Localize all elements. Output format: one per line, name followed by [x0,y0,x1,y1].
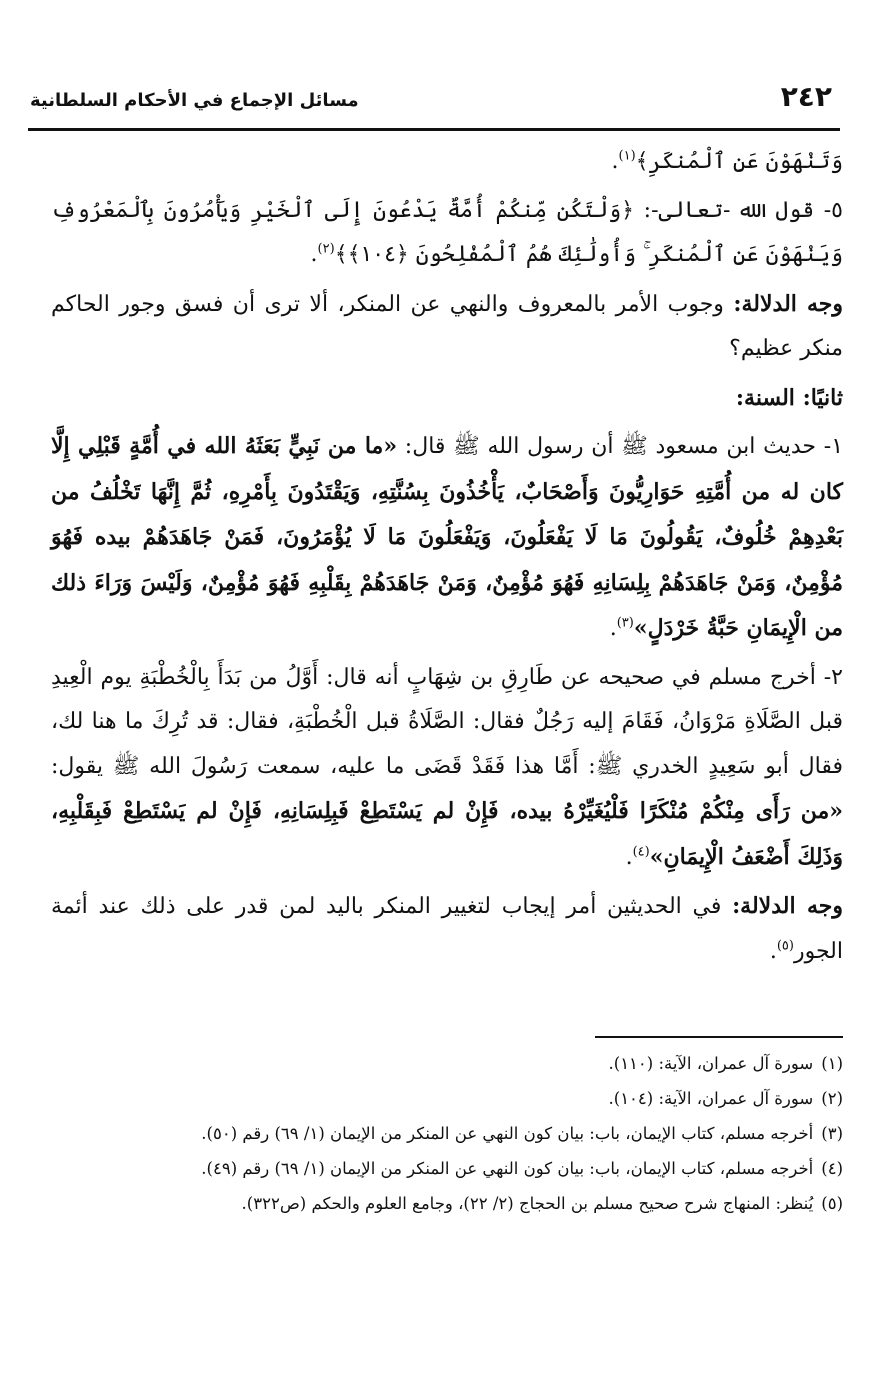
paragraph-verse-5 [51,189,843,278]
hadith-intro: ٢- أخرج مسلم في صحيحه عن طَارِقِ بن شِهَابٍ أنه قال: أَوَّلُ من بَدَأَ بِالْخُطْبَةِ يوم الْعِيدِ قبل الصَّلَاةِ مَرْوَانُ، فَقَامَ إليه رَجُلٌ فقال: الصَّلَاةُ قبل الْخُطْبَةِ، فقال: قد تُرِكَ ما هنا لك، فقال أبو سَعِيدٍ الخدري ﷺ: أَمَّا هذا فَقَدْ قَضَى ما عليه، سمعت رَسُولَ الله ﷺ يقول: [51,664,843,779]
footnote-ref: (٥) [776,938,794,954]
indication-text: وجوب الأمر بالمعروف والنهي عن المنكر، ألا ترى أن فسق وجور الحاكم منكر عظيم؟ [51,291,843,361]
header-rule [28,128,840,131]
paragraph-hadith-2 [51,656,843,881]
punctuation: . [609,616,617,641]
paragraph-indication-2 [51,884,843,974]
punctuation: . [611,149,619,174]
punctuation: . [625,844,633,870]
indication-label: وجه الدلالة: [732,893,843,919]
paragraph-hadith-1 [51,424,843,652]
hadith-text: «ما من نَبِيٍّ بَعَثَهُ الله في أُمَّةٍ قَبْلِي إِلَّا كان له من أُمَّتِهِ حَوَارِيُّونَ وَأَصْحَابٌ، يَأْخُذُونَ بِسُنَّتِهِ، وَيَقْتَدُونَ بِأَمْرِهِ، ثُمَّ إِنَّهَا تَخْلُفُ من بَعْدِهِمْ خُلُوفٌ، يَقُولُونَ مَا لَا يَفْعَلُونَ، وَيَفْعَلُونَ مَا لَا يُؤْمَرُونَ، فَمَنْ جَاهَدَهُمْ بيده فَهُوَ مُؤْمِنٌ، وَمَنْ جَاهَدَهُمْ بِلِسَانِهِ فَهُوَ مُؤْمِنٌ، وَمَنْ جَاهَدَهُمْ بِقَلْبِهِ فَهُوَ مُؤْمِنٌ، وَلَيْسَ وَرَاءَ ذلك من الْإِيمَانِ حَبَّةُ خَرْدَلٍ» [51,433,843,641]
page-header [28,80,840,124]
footnote [51,1116,843,1151]
punctuation: . [310,242,318,267]
footnote-number: (٢) [821,1089,843,1108]
quran-text: وَتَنْهَوْنَ عَنِ ٱلْمُنكَرِ﴾ [635,149,843,174]
indication-text: في الحديثين أمر إيجاب لتغيير المنكر باليد لمن قدر على ذلك عند أئمة الجور [51,894,843,964]
footnote-number: (٥) [821,1194,843,1213]
footnote-number: (١) [821,1054,843,1073]
footnotes [51,1046,843,1221]
footnote-ref: (٤) [632,844,650,860]
footnote [51,1151,843,1186]
footnote-ref: (٣) [616,615,634,631]
footnote-text: يُنظر: المنهاج شرح صحيح مسلم بن الحجاج (٢/ ٢٢)، وجامع العلوم والحكم (ص٣٢٢). [241,1194,814,1213]
footnote-ref: (١) [618,148,636,164]
indication-label: وجه الدلالة: [733,290,843,317]
body-text [51,140,843,978]
footnote [51,1081,843,1116]
paragraph-quran-end [51,140,843,185]
hadith-intro: ١- حديث ابن مسعود ﷺ أن رسول الله ﷺ قال: [397,434,844,459]
hadith-text: «من رَأَى مِنْكُمْ مُنْكَرًا فَلْيُغَيِّرْهُ بيده، فَإِنْ لم يَسْتَطِعْ فَبِلِسَانِهِ، فَإِنْ لم يَسْتَطِعْ فَبِقَلْبِهِ، وَذَلِكَ أَضْعَفُ الْإِيمَانِ» [51,798,843,870]
page-number: ٢٤٢ [780,80,832,113]
footnote-ref: (٢) [317,241,335,257]
footnote-text: أخرجه مسلم، كتاب الإيمان، باب: بيان كون النهي عن المنكر من الإيمان (١/ ٦٩) رقم (٥٠). [201,1124,814,1143]
running-title: مسائل الإجماع في الأحكام السلطانية [30,90,359,111]
punctuation: . [769,938,777,964]
footnote-number: (٣) [821,1124,843,1143]
footnote [51,1186,843,1221]
paragraph-indication-1 [51,282,843,372]
footnote-text: سورة آل عمران، الآية: (١١٠). [608,1054,814,1073]
section-heading: ثانيًا: السنة: [735,384,843,411]
footnote-number: (٤) [821,1159,843,1178]
footnote [51,1046,843,1081]
verse-text: ٥- قول الله -تعالى-: ﴿وَلْتَكُن مِّنكُمْ أُمَّةٌ يَدْعُونَ إِلَى ٱلْخَيْرِ وَيَأْمُرُونَ بِٱلْمَعْرُوفِ وَيَنْهَوْنَ عَنِ ٱلْمُنكَرِ ۚ وَأُولَٰئِكَ هُمُ ٱلْمُفْلِحُونَ ﴿١٠٤﴾﴾ [51,197,843,267]
footnote-text: أخرجه مسلم، كتاب الإيمان، باب: بيان كون النهي عن المنكر من الإيمان (١/ ٦٩) رقم (٤٩). [201,1159,814,1178]
footnote-text: سورة آل عمران، الآية: (١٠٤). [608,1089,814,1108]
footnote-rule [595,1036,843,1038]
